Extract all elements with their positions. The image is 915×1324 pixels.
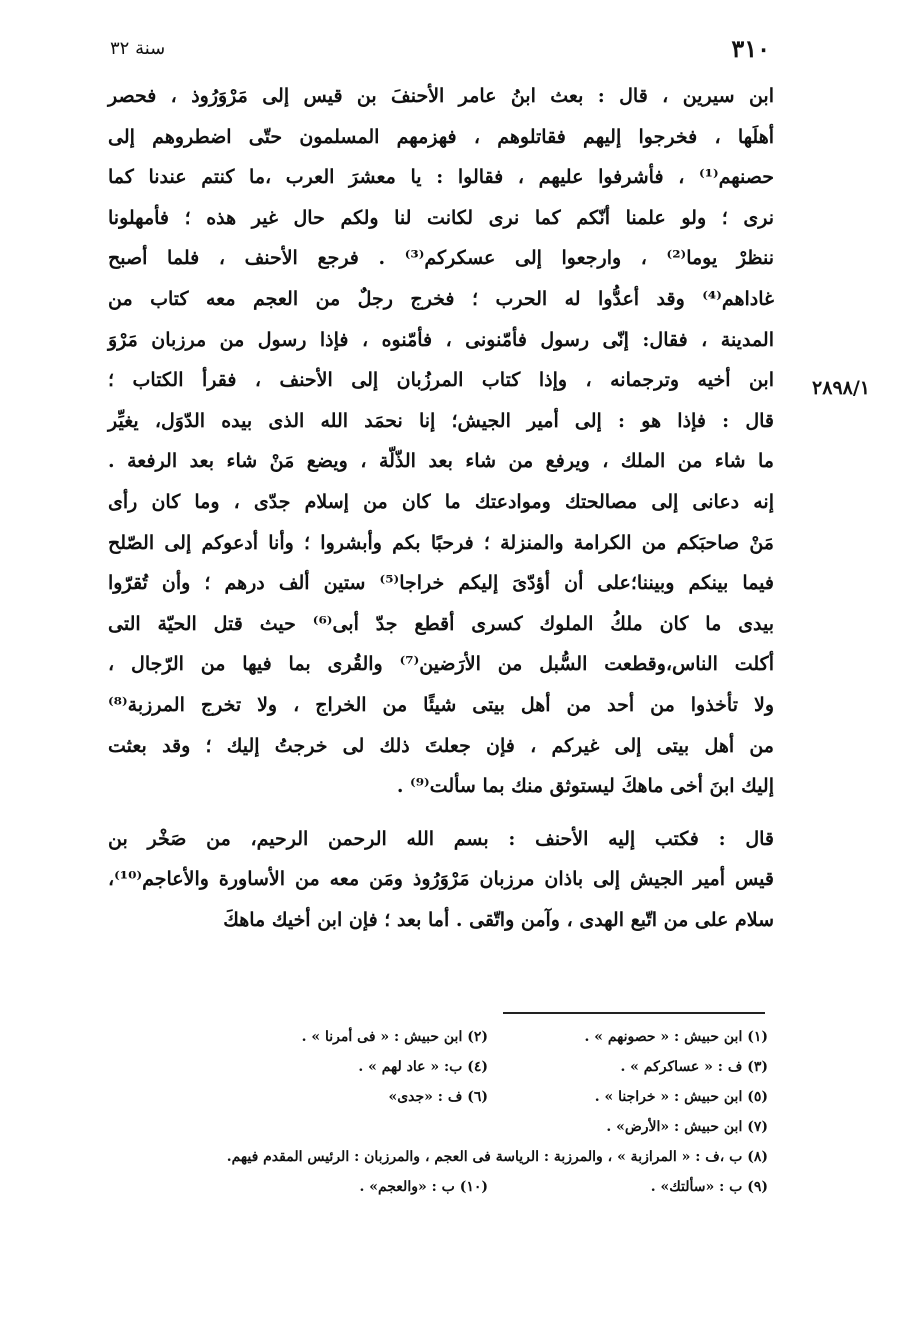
footnote: (٥) ابن حبيش : « خراجنا » . [594,1089,768,1105]
footnote-row [108,1052,768,1082]
text-line: نرى ؛ ولو علمنا أنّكم كما نرى لكانت لنا ولكم حال غير هذه ؛ فأمهلونا [108,206,774,229]
text-line: ما شاء من الملك ، ويرفع من شاء بعد الذّلّة ، ويضع مَنْ شاء بعد الرفعة . [108,450,774,473]
footnote: (٧) ابن حبيش : «الأرض» . [606,1119,768,1135]
text-line: أكلت الناس،وقطعت السُّبل من الأرَضين⁽⁷⁾ والقُرى بما فيها من الرّجال ، [108,653,774,676]
text-line: فيما بينكم وبيننا؛على أن أؤدّىَ إليكم خراجا⁽⁵⁾ ستين ألف درهم ؛ وأن تُقرّوا [108,572,774,595]
text-line: غاداهم⁽⁴⁾ وقد أعدُّوا له الحرب ؛ فخرج رجلٌ من العجم معه كتاب من [108,287,774,310]
text-line: ابن سيرين ، قال : بعث ابنُ عامر الأحنفَ بن قيس إلى مَرْوَرُوذ ، فحصر [108,85,774,107]
footnote: (٦) ف : «جدى» [388,1089,488,1105]
footnote-row [108,1172,768,1202]
footnotes [108,1022,768,1202]
text-line: قال : فإذا هو : إلى أمير الجيش؛ إنا نحمَد الله الذى بيده الدّوَل، يغيِّر [108,409,774,432]
footnote-row [108,1112,768,1142]
footnote: (١) ابن حبيش : « حصونهم » . [584,1029,768,1045]
text-line: ننظرْ يوما⁽²⁾ ، وارجعوا إلى عسكركم⁽³⁾ . فرجع الأحنف ، فلما أصبح [108,247,774,270]
text-line: حصنهم⁽¹⁾ ، فأشرفوا عليهم ، فقالوا : يا معشرَ العرب ،ما كنتم عندنا كما [108,166,774,189]
text-line: مَنْ صاحبَكم من الكرامة والمنزلة ؛ فرحبًا بكم وأبشروا ؛ وأنا أدعوكم إلى الصّلح [108,531,774,554]
running-head-year: سنة ٣٢ [110,38,166,59]
text-line: بيدى ما كان ملكُ الملوك كسرى أقطع جدّ أبى⁽⁶⁾ حيث قتل الحيّة التى [108,612,774,635]
text-line: المدينة ، فقال: إنّى رسول فأمّنونى ، فأمّنوه ، فإذا رسول من مرزبان مَرْوَ [108,328,774,351]
main-text [108,76,774,940]
text-line: أهلَها ، فخرجوا إليهم فقاتلوهم ، فهزمهم المسلمون حتّى اضطروهم إلى [108,125,774,148]
footnote: (٤) ب: « عاد لهم » . [358,1059,488,1075]
text-line: سلام على من اتّبع الهدى ، وآمن واتّقى . أما بعد ؛ فإن ابن أخيك ماهكَ [223,908,774,931]
footnote: (٢) ابن حبيش : « فى أمرنا » . [301,1029,488,1045]
page-number: ٣١٠ [731,34,770,63]
footnote: (٨) ب ،ف : « المرازبة » ، والمرزبة : الرياسة فى العجم ، والمرزبان : الرئيس المقدم فيهم. [226,1149,768,1165]
margin-reference: ٢٨٩٨/١ [812,377,870,399]
text-line: من أهل بيتى إلى غيركم ، فإن جعلتَ ذلك لى خرجتُ إليك ؛ وقد بعثت [108,734,774,757]
text-line: ولا تأخذوا من أحد من أهل بيتى شيئًا من الخراج ، ولا تخرج المرزبة⁽⁸⁾ [108,693,774,716]
footnote-row [108,1142,768,1172]
paragraph-1 [108,76,774,807]
text-line: قيس أمير الجيش إلى باذان مرزبان مَرْوَرُوذ ومَن معه من الأساورة والأعاجم⁽¹⁰⁾، [108,868,774,891]
text-line: ابن أخيه وترجمانه ، وإذا كتاب المرزُبان إلى الأحنف ، فقرأ الكتاب ؛ [108,369,774,392]
text-line: إنه دعانى إلى مصالحتك وموادعتك ما كان من إسلام جدّى ، وما كان رأى [108,490,774,513]
footnote: (٣) ف : « عساكركم » . [620,1059,768,1075]
footnote-divider [503,1012,765,1014]
footnote-row [108,1022,768,1052]
paragraph-2 [108,819,774,941]
text-line: إليك ابنَ أخى ماهكَ ليستوثق منك بما سألت⁽⁹⁾ . [396,775,774,798]
page-header [110,34,770,64]
footnote: (١٠) ب : «والعجم» . [359,1179,488,1195]
text-line: قال : فكتب إليه الأحنف : بسم الله الرحمن الرحيم، من صَخْر بن [108,827,774,850]
footnote-row [108,1082,768,1112]
footnote: (٩) ب : «سألتك» . [650,1179,768,1195]
